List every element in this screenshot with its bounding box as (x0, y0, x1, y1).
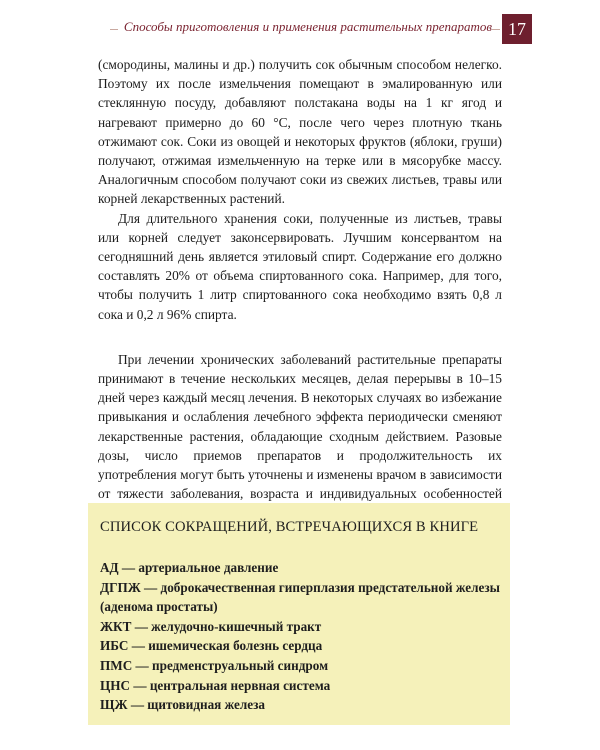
page-number: 17 (502, 14, 532, 44)
paragraph-continued: (смородины, малины и др.) получить сок обычным способом нелегко. Поэтому их после измельчения помещают в эмалированную или стеклянную посуду, добавляют полстакана воды на 1 кг ягод и нагревают примерно до 60 °С, после чего через плотную ткань отжимают сок. Соки из овощей и некоторых фруктов (яблоки, груши) получают, отжимая измельченную на терке или в мясорубке массу. Аналогичным способом получают соки из свежих листьев, травы или корней лекарственных растений. (98, 57, 502, 207)
paragraph-preservation: Для длительного хранения соки, полученные из листьев, травы или корней следует законсервировать. Лучшим консервантом на сегодняшний день является этиловый спирт. Содержание его должно составлять 20% от объема спиртованного сока. Например, для того, чтобы получить 1 литр спиртованного сока необходимо взять 0,8 л сока и 0,2 л 96% спирта. (98, 210, 502, 322)
abbreviation-item: АД — артериальное давление (100, 560, 279, 575)
abbreviation-item: ЩЖ — щитовидная железа (100, 697, 266, 713)
abbreviations-list (100, 558, 500, 715)
abbreviation-item: ИБС — ишемическая болезнь сердца (100, 638, 323, 654)
abbreviation-item: ДГПЖ — доброкачественная гиперплазия предстательной железы (аденома простаты) (100, 579, 500, 615)
abbreviation-item: ЖКТ — желудочно-кишечный тракт (100, 618, 322, 634)
body-text (98, 55, 502, 523)
abbreviations-heading: СПИСОК СОКРАЩЕНИЙ, ВСТРЕЧАЮЩИХСЯ В КНИГЕ (100, 519, 479, 535)
abbreviation-item: ЦНС — центральная нервная система (100, 677, 331, 693)
running-header (0, 14, 600, 44)
paragraph-treatment: При лечении хронических заболеваний растительные препараты принимают в течение нескольких месяцев, делая перерывы в 10–15 дней через каждый месяц лечения. В некоторых случаях во избежание привыкания и ослабления лечебного эффекта периодически сменяют лекарственные растения, обладающие сходным действием. Разовые дозы, число приемов препаратов и продолжительность их употребления могут быть уточнены и изменены врачом в зависимости от тяжести заболевания, возраста и индивидуальных особенностей (98, 351, 502, 502)
abbreviation-item: ПМС — предменструальный синдром (100, 657, 329, 673)
running-header-title: Способы приготовления и применения растительных препаратов (118, 19, 492, 35)
abbreviations-box (88, 503, 510, 725)
